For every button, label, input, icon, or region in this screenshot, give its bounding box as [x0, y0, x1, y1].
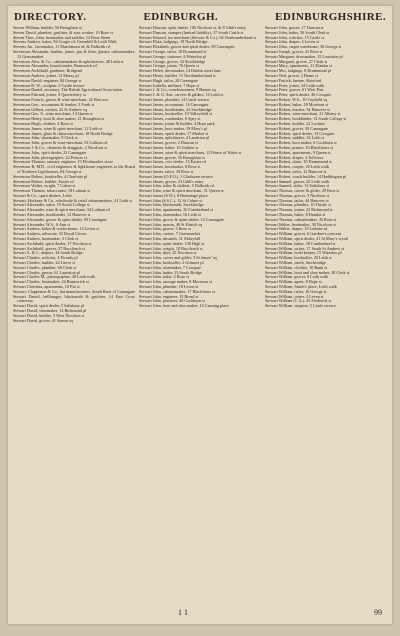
directory-entry: Stewart John, engineer, 13 Bread st	[139, 293, 199, 299]
directory-entry: Stewart John, bookseller, 2 Gilmore pl	[139, 260, 204, 266]
directory-entry: Stevenson John, grocer & wine merchant, 53 Lothian rd	[13, 140, 107, 146]
directory-entry: Stewart Robert, spirit dealer, 13 Cowgate	[265, 130, 335, 136]
directory-entry: Stewart James, grocer, 56 Broughton st	[139, 154, 205, 160]
directory-entry: Stewart, Hackney & Co., wholesale & retail cabinetmakers, 41 Leith st	[13, 197, 133, 203]
directory-entry: Stewart Thomas, tailor, 44 Hanover st	[265, 197, 329, 203]
directory-entry: Stewart John (S.S.C.), 12 St Colme st	[139, 197, 203, 203]
directory-entry: Stewart Robert, grocer, 30 Canongate	[265, 125, 329, 131]
directory-entry: Stewart Robert, boot maker, 6 Cockburn st	[265, 140, 337, 146]
directory-entry: Stevenson Archibald, gardener, Bridgend	[13, 68, 83, 74]
directory-entry: Stewart Edward, tea merchant (Stewart & Co.), 64 Northumberland st	[139, 34, 257, 40]
directory-entry: Stevenson J. & Co., chemists & druggists, 2 Nicolson st	[13, 144, 107, 150]
directory-entry: Stewart Daniel, bellhanger, blacksmith & gasfitter, 14 East Cross causeway	[13, 293, 135, 304]
directory-entry: Stewart James, wine & spirit merchant, 12 Prince of Wales st	[139, 149, 242, 155]
directory-entry: Stewart James, baker, 10 Guthrie st	[139, 144, 199, 150]
directory-entry: Stevenson Andrew, joiner, 12 Moray pl	[13, 72, 79, 78]
directory-entry: Stevenson Walter, wright, 7 Calton st	[13, 183, 76, 189]
directory-entry: Stewart James (O.F.O.), 3 Gladstone terrace	[139, 173, 213, 179]
directory-entry: Stewart James, grocer, 2 Duncan st	[139, 140, 198, 146]
directory-entry: Steven David, plumber, gasfitter, & zinc worker, 10 Rose st	[13, 29, 113, 35]
directory-entry: Stewart Robert, builder, 22 Lochrin	[265, 120, 325, 126]
directory-entry: Stewart James, tailor, 38 Rose st	[139, 168, 194, 174]
directory-entry: Stewart John, apartments, 30 Cumberland st	[139, 207, 214, 213]
directory-entry: Stewart Walter, draper, 10 Lothian rd	[265, 226, 328, 232]
directory-entry: Stewart John, boot and shoe maker, 16 Canning place	[139, 303, 229, 309]
directory-entry: Stewart Samuel, tailor, 12 Salisbury st	[265, 183, 330, 189]
directory-entry: Stewart Peter, spirit dealer, 46 Cowgate	[265, 92, 332, 98]
directory-entry: Steven William, builder, 56 Broughton st	[13, 26, 82, 30]
directory-entry: Stevenson David, engineer, 84 George st	[13, 77, 82, 83]
directory-entry: Stewart William, tailor, 16 George st	[265, 288, 327, 294]
page-header	[14, 10, 386, 24]
directory-entry: Stewart Robert, baker, 18 Morrison st	[265, 101, 329, 107]
directory-entry: Stewart William, hotel keeper, 15 Waterloo pl	[265, 250, 342, 256]
directory-entry: Stewart Robert, draper, 4 Tollcross	[265, 154, 324, 160]
directory-entry: Stewart John, shoemaker, 7 Cowgate	[139, 264, 201, 270]
directory-entry: Stewart John, tailor, 2 Rose st	[139, 274, 189, 280]
directory-entry: Stevenson Robert, bookseller, 4 Charlotte pl	[13, 173, 88, 179]
directory-entry: Stewart Neil, grocer, 2 Home st	[265, 72, 318, 78]
directory-entry: Stewart Peter, joiner, 34 Leith walk	[265, 82, 325, 88]
directory-entry: Stewart Robert, apartments, 9 Queen st	[265, 149, 331, 155]
directory-entry: Stevenson Thomas, tobacconist, 18 Lothian st	[13, 188, 91, 194]
directory-entry: Stewart John, grocer, 3 Rose st	[139, 226, 191, 232]
directory-entry: Stewart George, stationer, 6 Waterloo pl	[139, 53, 207, 59]
directory-entry: Stewart Robert, bookbinder, 14 South College st	[265, 116, 347, 122]
page-footer	[8, 608, 392, 620]
directory-entry: Stewart Charles, bootmaker, 24 Brunswick st	[13, 279, 89, 285]
directory-entry: Stewart Mary, apartments, 21 Dundas st	[265, 63, 333, 69]
directory-entry: Stewart Peter, grocer, 61 West Port	[265, 87, 324, 93]
directory-entry: Stewart Andrew, baker & confectioner, 13 Leven st	[13, 226, 99, 232]
directory-entry: Stewart William, writer, 17 South St Andrew st	[265, 245, 345, 251]
directory-entry: Stewart Thomas, cabinetmaker, 45 Rose st	[265, 216, 337, 222]
directory-entry: Stewart John, wright, 18 Buccleuch st	[139, 245, 203, 251]
directory-entry: Stewart Duncan, stamper (limited liability), 37 South Castle st	[139, 29, 244, 35]
directory-entry: Stevenson James, glass & china merchant, 18 North Bridge	[13, 130, 113, 136]
directory-entry: Stewart Robert, W.S., 10 Gayfield sq	[265, 96, 327, 102]
directory-entry: Stewart William, boot and shoe maker, 28 Clerk st	[265, 269, 350, 275]
directory-entry: Stevenson Robert, builder, Easter rd	[13, 178, 74, 184]
directory-entry: Stewart A. & J., drapers, 34 South Bridge	[13, 250, 83, 256]
directory-entry: Stewart George, grocer, 32 Stockbridge	[139, 58, 206, 64]
directory-entry: Stewart James, bookbinder, 22 Stockbridge	[139, 106, 212, 112]
directory-entry: Stewart William, joiner, 4 Leven st	[265, 293, 324, 299]
directory-entry: Stevenson John, spirit dealer, 23 Canongate	[13, 149, 87, 155]
directory-entry: Stewart Thomas, carver & gilder, 29 Rose st	[265, 188, 340, 194]
directory-entry: Stevenson Alex. & Co., cabinetmakers & upholsterers, 48 Leith st	[13, 58, 124, 64]
directory-entry: Stewart John, carver and gilder, 3 St James' sq	[139, 255, 217, 261]
directory-entry: Stewart George, joiner, 76 Queen st	[139, 63, 199, 69]
directory-entry: Stevens Andrew, baker, 84 Gorgie rd; Greenhill & Leith Walk	[13, 39, 117, 45]
directory-entry: Stewart Robert, printer, 16 Blackfriars st	[265, 144, 334, 150]
directory-entry: Stewart James (S.W.), 8 Hermitage place	[139, 192, 208, 198]
directory-entry: Stewart Charles, grocer, 61 Lauriston pl	[13, 269, 80, 275]
directory-entry: Stewart John, shoemaker, 16 Leith st	[139, 212, 201, 218]
directory-entry: Stevenson Francis, grocer & wine merchant, 32 Elm row	[13, 96, 109, 102]
directory-entry: Stewart Thomas, plumber, 16 Thistle st	[265, 202, 331, 208]
directory-entry: Stewart Charles M., photographer, 48 Leith walk	[13, 274, 96, 280]
directory-entry: Stewart William, bookseller, 20 Leith st	[265, 255, 332, 261]
directory-entry: Stewart Hugh, tailor, 20 Canongate	[139, 77, 199, 83]
directory-entry: Stewart Walter, bootmaker, 30 Nicolson st	[265, 221, 336, 227]
directory-entry: Stewart Alexander, bookbinder, 12 Hanover st	[13, 212, 91, 218]
signature-mark: 1 1	[178, 608, 188, 617]
directory-entry: Stewart Helen, dressmaker, 14 Dublin street lane	[139, 68, 221, 74]
directory-entry: Stewart John, dyer, 25 Nicolson st	[139, 250, 197, 256]
directory-entry: Stewart John, grocer & spirit dealer, 12 Canongate	[139, 216, 224, 222]
directory-entry: Stewart James, cow feeder, 13 Easter rd	[139, 159, 206, 165]
directory-entry: Stewart Thomas, grocer, 5 Nicolson st	[265, 192, 330, 198]
directory-entry: Stevenson John, photographer, 22 Princes st	[13, 154, 87, 160]
directory-entry: Stewart Charles, builder, 24 Grove st	[13, 260, 76, 266]
directory-entry: Stewart William, grocer, 8 Leith walk	[265, 274, 329, 280]
column-2	[139, 26, 261, 602]
directory-entry: Stewart Christina, apartments, 10 Pitt st	[13, 284, 80, 290]
directory-entry: Stewart John, grocer, 17 Duncan st	[265, 26, 324, 30]
directory-entry: Stewart John, sausage maker, 8 Morrison st	[139, 279, 212, 285]
directory-entry: Stewart William, agent, 8 Hope st	[265, 279, 322, 285]
directory-entry: Stewart James, grocer, 23 Gibb's entry	[139, 178, 204, 184]
directory-entry: Stewart John, mason, 48 St Patrick sq	[139, 221, 203, 227]
directory-entry: Stewart Eliza, lodgings, 19 North Bridge	[139, 39, 208, 45]
directory-entry: Stewart James, upholsterer, 4 Lauriston pl	[139, 135, 210, 141]
directory-entry: Stewart John, spirit dealer, 136 High st	[139, 240, 205, 246]
directory-entry: Stewart Mrs, lodgings, 8 Drummond pl	[265, 68, 331, 74]
page-number: 99	[374, 608, 382, 617]
directory-entry: Stewart John, carpet warehouse, 36 George st	[265, 44, 342, 50]
directory-entry: Stewart James, bookseller, 10 Valleyfield st	[139, 111, 212, 117]
directory-entry: Stewart David, shoemaker, 14 Richmond pl	[13, 308, 87, 314]
directory-entry: Stewart Andrew, advocate, 32 Royal Circus	[13, 231, 87, 237]
directory-entry: Stewart Elizabeth, grocer and spirit dealer, 69 Canongate	[139, 44, 235, 50]
directory-columns	[13, 26, 387, 602]
directory-entry: Stewart Henry, builder, 15 Northumberland st	[139, 72, 216, 78]
directory-entry: Stewart Robert, cooper, 20 Leith walk	[265, 164, 329, 170]
directory-entry: Stewart Alexander, grocer & spirit dealer, 69 Canongate	[13, 216, 107, 222]
directory-entry: Stevenson Gilbert, cashier, 22 St Andrew sq	[13, 106, 87, 112]
directory-entry: Stewart William (C.A.), 45 Frederick st	[265, 298, 332, 304]
entry-list-2	[139, 26, 261, 309]
directory-entry: Stewart Samuel, grocer, 20 Leith walk	[265, 178, 330, 184]
directory-entry: Stewart Thomas, baker, 8 Dundas st	[265, 212, 326, 218]
directory-entry: Stewart John, baker, 56 South Clerk st	[265, 29, 330, 35]
directory-entry: Stewart William, baker, 38 Cumberland st	[265, 240, 336, 246]
directory-entry: Stewart James, spirit dealer, 17 Market st	[139, 130, 209, 136]
directory-entry: Stewart John, wine & spirit merchant, 31 Queen st	[139, 188, 224, 194]
directory-entry: Stewart, Clapperton & Co., hat manufacturers, South Back of Canongate	[13, 288, 135, 294]
directory-entry: Stewart William, smith, Stockbridge	[265, 260, 327, 266]
directory-entry: Stewart John, cabinetmaker, 17 Blackfriars st	[139, 288, 215, 294]
directory-entry: Stewart John, tinsmith, 31 Abbeyhill	[139, 236, 201, 242]
directory-entry: Stewart Isabella, milliner, 7 Hope st	[139, 82, 200, 88]
directory-entry: Stevenson Thomas, sanitary engineer, 15 Fleshmarket close	[13, 159, 113, 165]
directory-entry: Stewart George, tailor, 10 Drummond st	[139, 48, 207, 54]
directory-entry: Stewart Archibald, grocer, 27 Buccleuch st	[13, 245, 85, 251]
header-center: EDINBURGH.	[143, 11, 219, 23]
header-left: DIRECTORY.	[14, 11, 87, 23]
directory-entry: Stevenson Alexander, brassfounder, Brunswick rd	[13, 63, 97, 69]
directory-entry: Stewart John, plumber, 18 Leven st	[139, 284, 199, 290]
directory-entry: Stewart William, grocer, 6 Gardner's crescent	[265, 231, 342, 237]
directory-entry: Stewart John, hatter, 23 South Bridge	[139, 269, 202, 275]
directory-entry: Stewart Archibald, spirit dealer, 17 Nicolson st	[13, 240, 92, 246]
directory-entry: Stewart James, accountant, 14 Canongate	[139, 101, 209, 107]
directory-entry: Stevenson John, shoemaker, 8 Clerk st	[13, 135, 78, 141]
directory-entry: Stewart John, draper, 4 Leven st	[265, 39, 319, 45]
directory-entry: Stevenson Henry, boot & shoe maker, 21 Broughton st	[13, 116, 105, 122]
directory-entry: Stewart Robert, wine merchant, 21 Albany st	[265, 111, 341, 117]
directory-entry: Stevenson Daniel, secretary, The British Agricultural Association	[13, 87, 123, 93]
directory-entry: Stewart J. & G. Son, carvers & gilders, 16 Leith st	[139, 92, 224, 98]
directory-entry: Stewart David, grocer, 41 Simon sq	[13, 317, 73, 323]
directory-entry: Stewart William, clothier, 10 Bank st	[265, 264, 328, 270]
directory-entry: Stewart James, roadmaker, 8 Spey st	[139, 116, 201, 122]
directory-entry: Stewart Joseph, grocer, 41 Rose st	[265, 48, 323, 54]
directory-entry: Steven Thos. John, bootmaker and saddler, 12 Rose Street	[13, 34, 111, 40]
directory-entry: Stevenson James, wine & spirit merchant, 12 Leith st	[13, 125, 103, 131]
directory-entry: Stewart John, tailor & clothier, 5 Dalkeith rd	[139, 183, 214, 189]
directory-entry: Stewart Thomas, joiner, 22 Richmond st	[265, 207, 333, 213]
directory-entry: Stewart Robert, teacher, 34 Hanover st	[265, 106, 330, 112]
directory-entry: Stewart Margaret, grocer, 27 Clerk st	[265, 58, 328, 64]
directory-entry: Stewart Alexander, W.S., 6 Ann st	[13, 221, 70, 227]
directory-entry: Stewart James, boot maker, 19 Mary's pl	[139, 125, 208, 131]
directory-entry: Stewart Robert, coach builder, 14 Haddington pl	[265, 173, 347, 179]
directory-entry: Stewart William, spirit dealer, 41 St Mary's wynd	[265, 236, 348, 242]
directory-entry: Stewart David, builder, 3 West Nicolson st	[13, 312, 85, 318]
directory-entry: Stewart Duncan, spirit dealer, 106 Nicolson st, & 8 Gibb's entry	[139, 26, 246, 30]
directory-entry: Stevenson Alexander, builder, joiner, gas & fitter, glasier, cabinetmaker, 13 Grassmarket	[13, 48, 135, 59]
directory-entry: Stewart Charles, solicitor, 4 Picardy pl	[13, 255, 78, 261]
directory-entry: Stewart Robert, slater, 10 Drummond st	[265, 159, 332, 165]
directory-entry: Stevens Jas., bootmaker, 11 Marchmont rd; & Dalkeith rd	[13, 44, 110, 50]
directory-entry: Stevenson Edward, joiner, 9 Queensferry st	[13, 92, 86, 98]
directory-entry: Stewart John, carrier, 7 Grassmarket	[139, 231, 200, 237]
directory-entry: Stewart & Co., spirit dealers, Leith	[13, 192, 72, 198]
directory-entry: Stewart John, plasterer, 48 Cockburn st	[139, 298, 205, 304]
directory-entry: Stewart James, bootmaker, 8 Rose st	[139, 164, 201, 170]
directory-entry: Stewart J. & Co., warehousemen, 9 Hunter sq	[139, 87, 216, 93]
directory-entry: Stewart Alexander, tailor, 19 South College st	[13, 202, 90, 208]
column-1	[13, 26, 135, 602]
directory-entry: Stevenson R. M'D., civil engineers & lighthouse engineers to the Board of Northern Lighthouses, 84 George st	[13, 164, 135, 174]
directory-entry: Stewart Charles, plumber, 66 Clerk st	[13, 264, 76, 270]
directory-entry: Stevenson D. W., sculptor, 2 Castle terrace	[13, 82, 85, 88]
directory-entry: Stewart Patrick, farmer, Slateford	[265, 77, 322, 83]
directory-entry: Stewart Andrew, bootmaker, 3 Clerk st	[13, 236, 79, 242]
directory-entry: Stewart Alexander, wine & spirit merchant, 34 Lothian rd	[13, 207, 110, 213]
directory-entry: Stewart Margaret, dressmaker, 15 Lauriston pl	[265, 53, 343, 59]
header-right: EDINBURGHSHIRE.	[275, 11, 386, 23]
directory-entry: Stevenson Hugh, clothier, 4 Rose st	[13, 120, 73, 126]
directory-entry: Stewart William, Smith's place, Leith walk	[265, 284, 337, 290]
directory-entry: Stewart David, spirit dealer, 5 Salisbury pl	[13, 303, 85, 309]
column-3	[265, 26, 387, 602]
directory-entry: Stewart Robert, saddler, 32 Leith st	[265, 135, 325, 141]
directory-entry: Stewart Robert, tailor, 12 Hanover st	[265, 168, 327, 174]
directory-entry: Stevenson Geo., accountant & banker, 3 Forth st	[13, 101, 95, 107]
directory-entry: Stewart James, joiner & builder, 4 Hope park	[139, 120, 215, 126]
directory-entry: Stevenson Geo. S., wine merchant, 14 Queen st	[13, 111, 93, 117]
directory-entry: Stewart James, plumber, 14 Castle terrace	[139, 96, 210, 102]
directory-entry: Stewart John, solicitor, 15 Castle st	[265, 34, 325, 40]
directory-entry: Stewart William, surgeon, 5 Castle terrace	[265, 303, 336, 309]
entry-list-3	[265, 26, 387, 309]
entry-list-1	[13, 26, 135, 323]
directory-entry: Stewart John, blacksmith, Stockbridge	[139, 202, 204, 208]
directory-page	[8, 6, 392, 624]
